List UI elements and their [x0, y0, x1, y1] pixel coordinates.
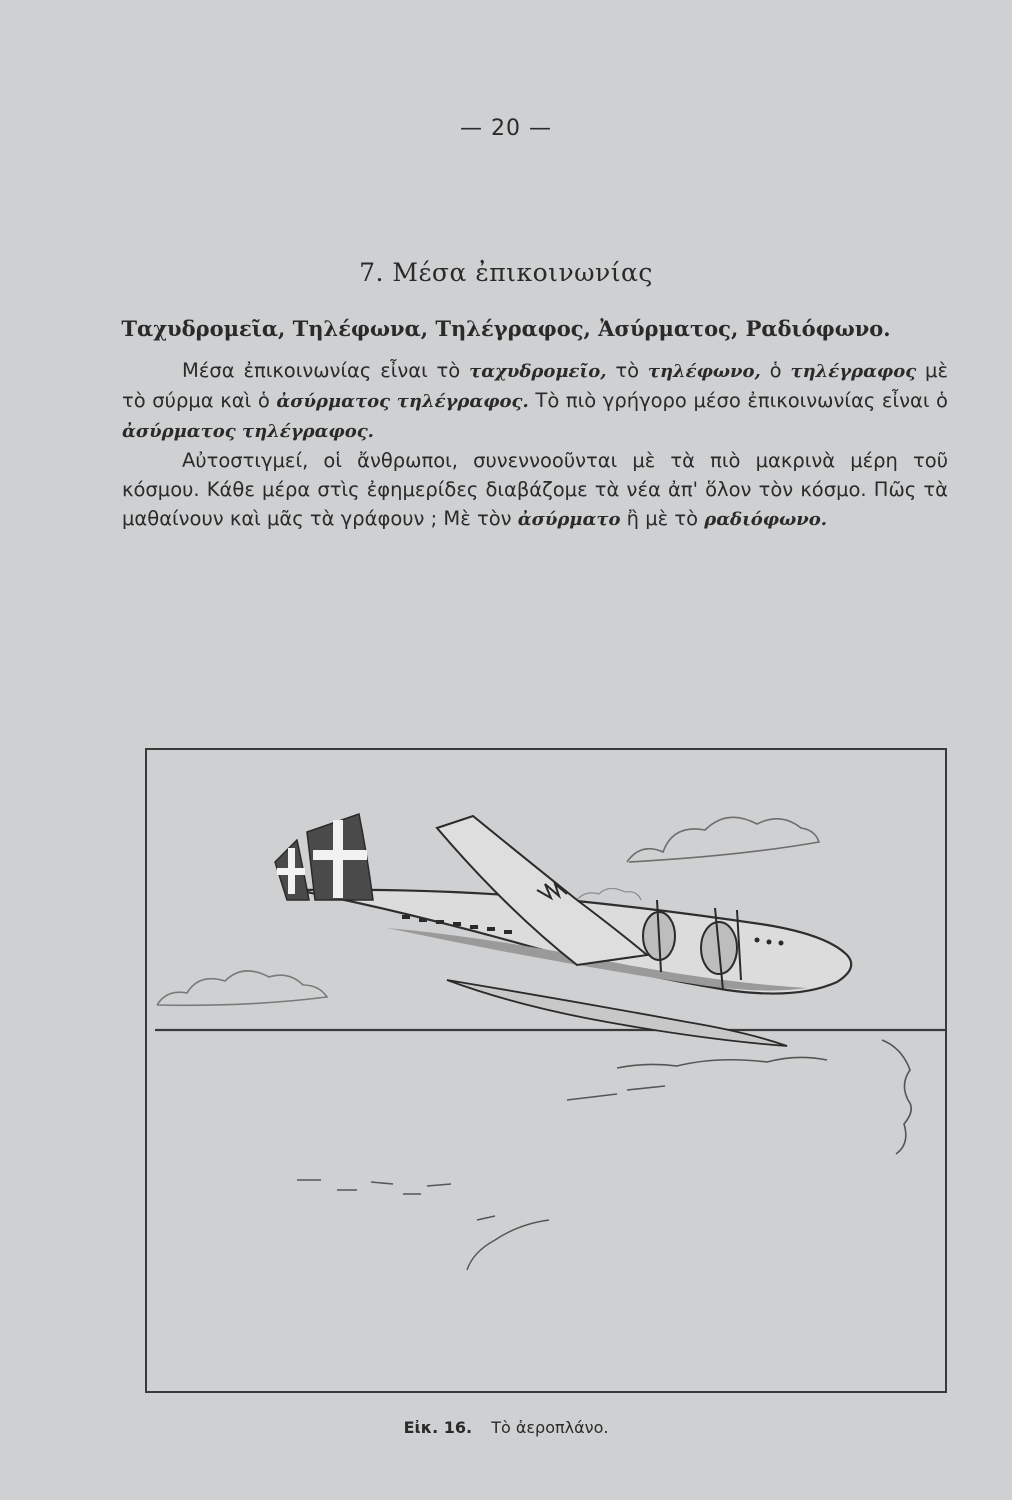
cloud-left: [157, 971, 327, 1005]
page-number: — 20 —: [460, 116, 552, 141]
figure-number: Εἰκ. 16.: [403, 1418, 473, 1437]
cloud-small: [577, 888, 641, 900]
emphasized-term: ραδιόφωνο.: [704, 509, 827, 530]
sea-dashes: [297, 1086, 665, 1220]
emphasized-term: ἀσύρματο: [517, 509, 621, 530]
body-text: [122, 356, 948, 534]
emphasized-term: ἀσύρματος τηλέγραφος.: [122, 421, 374, 442]
emphasized-term: ἀσύρματος τηλέγραφος.: [276, 391, 529, 412]
text-run: τὸ: [606, 359, 648, 382]
text-run: Μέσα ἐπικοινωνίας εἶναι τὸ: [182, 359, 470, 382]
figure-caption: [0, 1418, 1012, 1437]
figure-caption-text: Τὸ ἀεροπλάνο.: [491, 1418, 609, 1437]
text-run: Τὸ πιὸ γρήγορο μέσο ἐπικοινωνίας εἶναι ὁ: [528, 389, 948, 412]
island: [467, 1220, 549, 1270]
chapter-title: 7. Μέσα ἐπικοινωνίας: [359, 258, 653, 287]
text-run: ἢ μὲ τὸ: [620, 507, 705, 530]
text-run: ὁ: [760, 359, 791, 382]
airplane-illustration: [147, 750, 945, 1391]
coast-line: [882, 1040, 911, 1154]
paragraph: [122, 356, 948, 446]
cloud-right: [627, 817, 819, 862]
emphasized-term: τηλέγραφος: [790, 361, 917, 382]
text-run: Αὐτοστιγμεί, οἱ ἄνθρωποι, συνεννοοῦνται μὲ τὰ πιὸ μακρινὰ μέρη τοῦ κόσμου. Κάθε μέρα στὶς ἐφημερίδες διαβάζομε τὰ νέα ἀπ' ὅλον τὸν κόσμο. Πῶς τὰ μαθαίνουν καὶ μᾶς τὰ γράφουν ; Μὲ τὸν: [122, 449, 948, 530]
emphasized-term: τηλέφωνο,: [647, 361, 761, 382]
figure-frame: [145, 748, 947, 1393]
text-run: μὲ τὸ σύρμα καὶ ὁ: [122, 359, 948, 412]
emphasized-term: ταχυδρομεῖο,: [469, 361, 607, 382]
sea-strokes: [617, 1057, 827, 1068]
paragraph: [122, 446, 948, 534]
chapter-subtitle: Ταχυδρομεῖα, Τηλέφωνα, Τηλέγραφος, Ἀσύρματος, Ραδιόφωνο.: [121, 316, 891, 341]
